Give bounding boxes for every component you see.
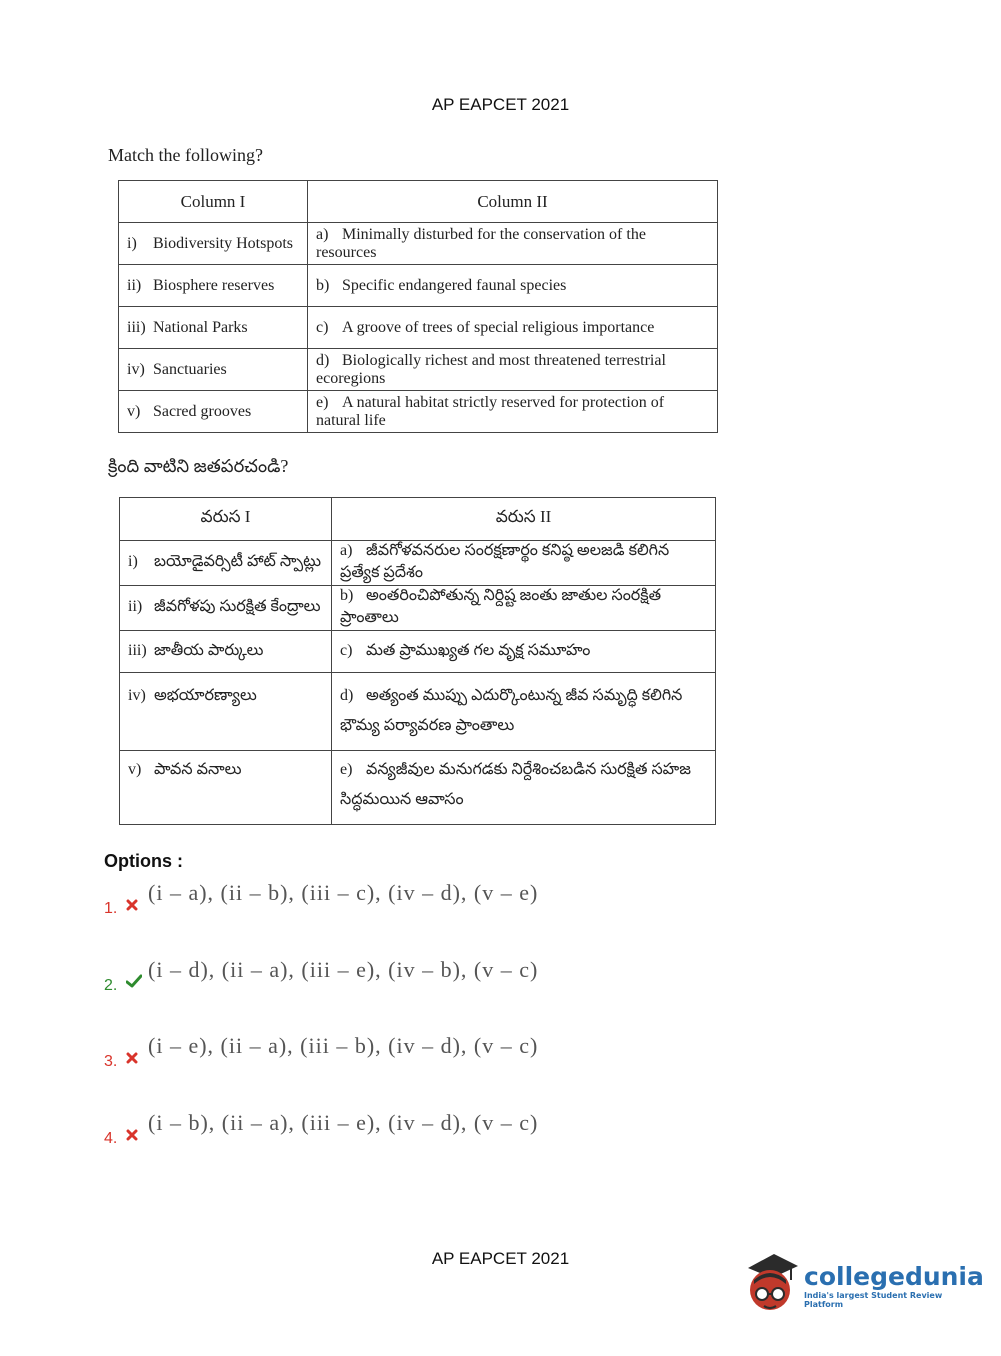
row-index: a) [340,542,353,559]
option-number: 4. [104,1130,118,1147]
row-index: a) [316,225,329,243]
table-row [120,673,716,751]
options-label: Options : [104,851,183,871]
question-prompt-english: Match the following? [108,145,263,165]
checkmark-icon [126,974,144,993]
option-text: (i – d), (ii – a), (iii – e), (iv – b), (v – c) [148,957,539,982]
table-cell [120,541,332,586]
row-index: b) [340,587,354,604]
row-index: v) [127,402,141,420]
table-cell [332,631,716,673]
cell-text: Biodiversity Hotspots [153,234,294,252]
table-row [120,631,716,673]
table-cell [120,751,332,825]
cell-text: మత ప్రాముఖ్యత గల వృక్ష సమూహం [366,641,591,659]
table-cell [119,307,308,349]
table-cell [119,223,308,265]
question-prompt-telugu: క్రింది వాటిని జతపరచండి? [108,456,289,476]
table-cell [308,349,718,391]
option-text: (i – b), (ii – a), (iii – e), (iv – d), (v – c) [148,1110,539,1135]
table-cell [308,223,718,265]
page-footer-title: AP EAPCET 2021 [431,1249,570,1268]
table-cell [308,265,718,307]
option-1[interactable] [104,878,538,918]
row-index: iii) [128,641,147,659]
cross-icon [126,898,144,916]
page-header-title: AP EAPCET 2021 [431,95,570,114]
row-index: c) [340,641,353,659]
table-cell [332,751,716,825]
option-number: 2. [104,977,118,994]
option-3[interactable] [104,1031,538,1071]
cross-icon [126,1128,144,1146]
row-index: iv) [128,687,146,704]
table-row [120,751,716,825]
cell-text: అంతరించిపోతున్న నిర్దిష్ట జంతు జాతుల సంరక్షిత ప్రాంతాలు [340,587,662,626]
row-index: ii) [127,276,142,294]
brand-tagline: India's largest Student Review Platform [804,1290,943,1309]
row-index: i) [127,234,137,252]
table-cell [308,307,718,349]
table-cell [119,391,308,433]
cell-text: Minimally disturbed for the conservation of the resources [316,225,646,261]
table-cell [120,631,332,673]
cell-text: అభయారణ్యాలు [154,687,257,704]
option-text: (i – a), (ii – b), (iii – c), (iv – d), (v – e) [148,880,539,905]
table-cell [119,265,308,307]
table-row [119,307,718,349]
mascot-icon [742,1250,800,1321]
cell-text: A natural habitat strictly reserved for protection of natural life [316,393,665,429]
row-index: c) [316,318,329,336]
row-index: i) [128,553,138,570]
option-number: 1. [104,900,118,917]
cell-text: Sacred grooves [153,402,252,420]
table-cell [119,349,308,391]
table-row [119,223,718,265]
collegedunia-logo [742,1250,984,1320]
row-index: d) [340,687,354,704]
cell-text: జీవగోళపు సురక్షిత కేంద్రాలు [154,598,321,615]
table-row [119,391,718,433]
cell-text: Specific endangered faunal species [342,276,567,294]
column-header: వరుస I [120,498,332,541]
cell-text: A groove of trees of special religious importance [342,318,655,336]
match-table-telugu [119,497,716,825]
table-cell [332,673,716,751]
table-cell [120,586,332,631]
row-index: e) [316,393,329,411]
row-index: iii) [127,318,146,336]
cell-text: జీవగోళవనరుల సంరక్షణార్థం కనిష్ఠ అలజడి కలిగిన ప్రత్యేక ప్రదేశం [340,542,670,581]
column-header: వరుస II [332,498,716,541]
table-row [119,265,718,307]
table-cell [332,586,716,631]
table-row [119,349,718,391]
column-header: Column II [308,181,718,223]
option-text: (i – e), (ii – a), (iii – b), (iv – d), (v – c) [148,1033,539,1058]
cell-text: వన్యజీవుల మనుగడకు నిర్దేశించబడిన సురక్షిత సహజ సిద్ధమయిన ఆవాసం [340,761,691,808]
cell-text: బయోడైవర్సిటీ హాట్ స్పాట్లు [154,553,322,570]
table-row [120,586,716,631]
brand-name: collegedunia [804,1261,984,1291]
match-table-english [118,180,718,433]
row-index: d) [316,351,330,369]
cell-text: National Parks [153,318,248,336]
cell-text: Sanctuaries [153,360,227,378]
table-cell [332,541,716,586]
cross-icon [126,1051,144,1069]
row-index: iv) [127,360,145,378]
cell-text: పావన వనాలు [154,761,242,778]
cell-text: Biologically richest and most threatened terrestrial ecoregions [316,351,666,387]
column-header: Column I [119,181,308,223]
table-cell [308,391,718,433]
row-index: ii) [128,598,143,615]
table-row [120,541,716,586]
option-4[interactable] [104,1108,538,1148]
table-header-row [119,181,718,223]
row-index: b) [316,276,330,294]
option-number: 3. [104,1053,118,1070]
table-header-row [120,498,716,541]
row-index: e) [340,761,353,778]
row-index: v) [128,761,142,778]
cell-text: జాతీయ పార్కులు [154,641,264,659]
cell-text: Biosphere reserves [153,276,275,294]
option-2[interactable] [104,955,538,995]
table-cell [120,673,332,751]
cell-text: అత్యంత ముప్పు ఎదుర్కొంటున్న జీవ సమృద్ధి కలిగిన భౌమ్య పర్యావరణ ప్రాంతాలు [340,687,683,734]
